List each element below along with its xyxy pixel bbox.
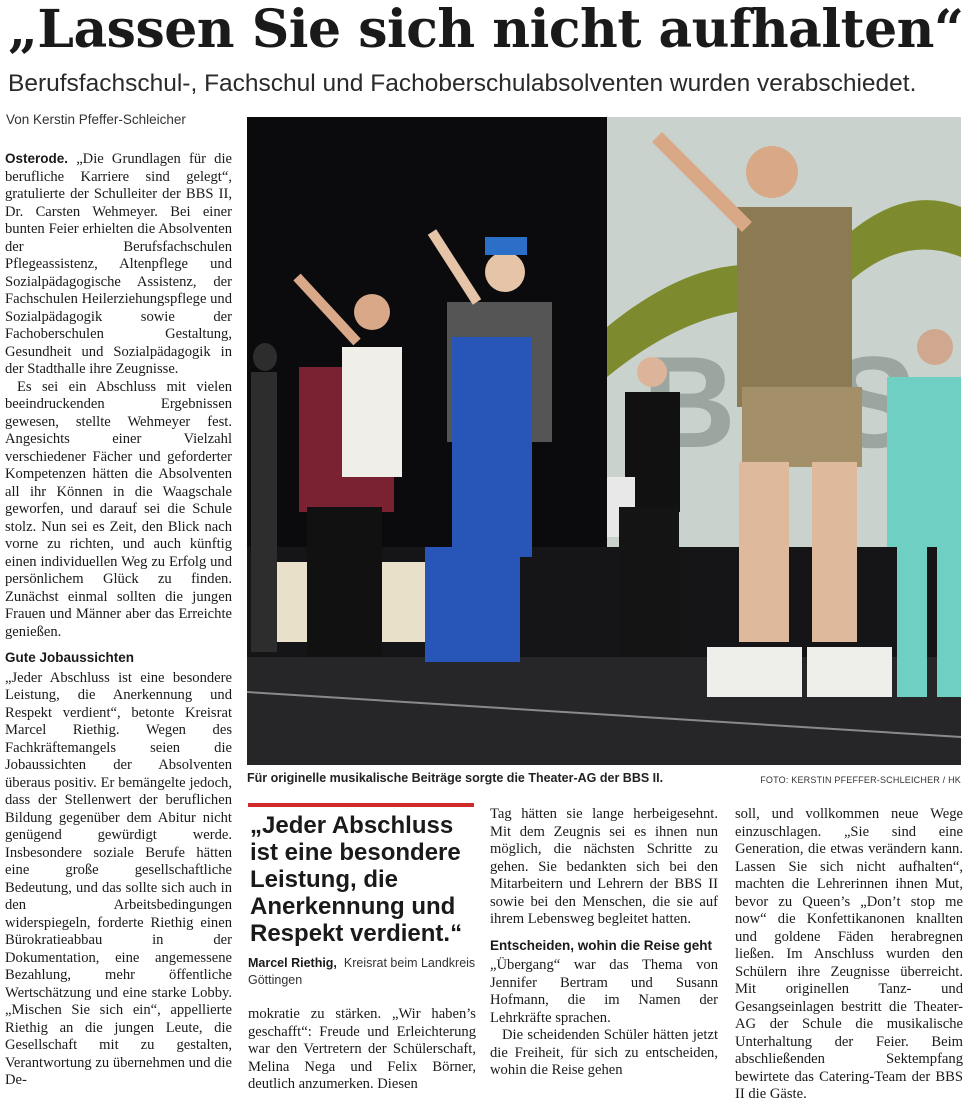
paragraph-text: „Die Grundlagen für die berufliche Karriere sind gelegt“, gratulierte der Schulleiter der BBS II, Dr. Carsten Wehmeyer. Bei einer bunten Feier erhielten die Absolventen der Berufsfachschulen Pflegeassistenz, Altenpflege und Sozialpädagogische Assistenz, der Fachschulen Heilerziehungspflege und Sozialpädagogik sowie der Fachoberschulen Gestaltung, Gesundheit und Sozialpädagogik in der Stadthalle ihre Zeugnisse. [5, 151, 232, 377]
article-column-2 [248, 1006, 476, 1094]
quote-accent-bar [248, 803, 474, 807]
headline: „Lassen Sie sich nicht aufhalten“ [8, 0, 964, 60]
stage-photo [247, 117, 961, 765]
paragraph: Es sei ein Abschluss mit vielen beeindruckenden Ergebnissen gewesen, stellte Wehmeyer fest. Angesichts einer Vielzahl verschiedener Fächer und geforderter Kompetenzen hätten die Absolventen all ihr Können in die Waagschale geworfen, und darauf sei die Schule stolz. Nun sei es Zeit, den Blick nach vorne zu richten, und auch künftig einen individuellen Weg zu Erfolg und persönlichem Glück zu finden. Zunächst einmal sollten die jungen Frauen und Männer aber das Erreichte genießen. [5, 378, 232, 640]
paragraph: „Übergang“ war das Thema von Jennifer Bertram und Susann Hofmann, die im Namen der Lehrkräfte sprachen. [490, 957, 718, 1026]
paragraph: Die scheidenden Schüler hätten jetzt die Freiheit, für sich zu entscheiden, wohin die Reise gehen [490, 1027, 718, 1078]
paragraph: soll, und vollkommen neue Wege einzuschlagen. „Sie sind eine Generation, die etwas verändern kann. Lassen Sie sich nicht aufhalten“, machten die Lehrerinnen ihnen Mut, bevor zu Queen’s „Don’t stop me now“ die Konfettikanonen knallten und goldene Fäden herabregnen ließen. Im Anschluss wurden den Schülern ihre Zeugnisse überreicht. Mit originellen Tanz- und Gesangseinlagen bestritt die Theater-AG der Schule die musikalische Unterhaltung der Feier. Beim abschließenden Sektempfang bewirtete das Catering-Team der BBS II die Gäste. [735, 806, 963, 1102]
photo-credit: FOTO: KERSTIN PFEFFER-SCHLEICHER / HK [760, 775, 961, 785]
photo-caption: Für originelle musikalische Beiträge sorgte die Theater-AG der BBS II. [247, 771, 664, 785]
article-column-3 [490, 806, 718, 1080]
article-column-4 [735, 806, 963, 1104]
paragraph: mokratie zu stärken. „Wir haben’s geschafft“: Freude und Erleichterung war den Vertretern der Schülerschaft, Melina Nega und Felix Börner, deutlich anzumerken. Diesen [248, 1006, 476, 1092]
subhead: Berufsfachschul-, Fachschul und Fachoberschulabsolventen wurden verabschiedet. [8, 70, 917, 97]
byline: Von Kerstin Pfeffer-Schleicher [6, 112, 186, 127]
dateline: Osterode. [5, 151, 69, 166]
section-heading: Entscheiden, wohin die Reise geht [490, 937, 713, 953]
paragraph [5, 150, 232, 379]
article-column-1 [5, 150, 232, 1090]
paragraph: Tag hätten sie lange herbeigesehnt. Mit dem Zeugnis sei es ihnen nun möglich, die nächsten Schritte zu gehen. Sie bedankten sich bei den Mitarbeitern und Lehrern der BBS II sowie bei den Menschen, die sie auf ihrem Lebensweg begleitet hatten. [490, 806, 718, 927]
quote-role: Kreisrat beim Landkreis Göttingen [248, 956, 476, 987]
section-heading: Gute Jobaussichten [5, 650, 135, 665]
pull-quote-source [248, 955, 476, 989]
quote-speaker: Marcel Riethig, [248, 956, 337, 970]
pull-quote: „Jeder Abschluss ist eine besondere Leistung, die Anerkennung und Respekt verdient.“ [250, 812, 463, 947]
paragraph: „Jeder Abschluss ist eine besondere Leistung, die Anerkennung und Respekt verdient“, betonte Kreisrat Marcel Riethig. Wegen des Fachkräftemangels seien die Jobaussichten der Absolventen überaus positiv. Er bemängelte jedoch, dass der Stellenwert der beruflichen Bildung gegenüber dem Abitur nicht genügend gewürdigt werde. Insbesondere soziale Berufe hätten eine große gesellschaftliche Bedeutung, und das sollte sich auch in den Arbeitsbedingungen widerspiegeln, forderte Riethig einen Bürokratieabbau in der Dokumentation, eine angemessene Bezahlung, mehr öffentliche Wertschätzung und eine starke Lobby. „Mischen Sie sich ein“, appellierte Riethig an die jungen Leute, die Gesellschaft mit zu gestalten, Verantwortung zu übernehmen und die De- [5, 669, 232, 1088]
